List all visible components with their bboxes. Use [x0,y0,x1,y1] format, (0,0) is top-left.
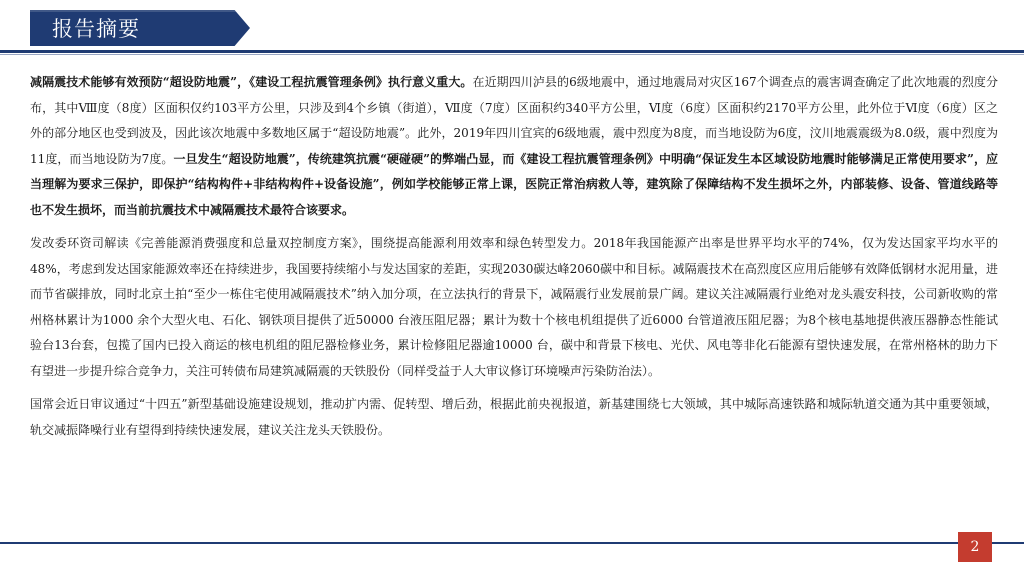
paragraph-conclusion-bold: 一旦发生“超设防地震”，传统建筑抗震“硬碰硬”的弊端凸显，而《建设工程抗震管理条例》中明确“保证发生本区域设防地震时能够满足正常使用要求”，应当理解为要求三保护，即保护“结构构件+非结构构件+设备设施”，例如学校能够正常上课，医院正常治病救人等，建筑除了保障结构不发生损坏之外，内部装修、设备、管道线路等也不发生损坏，而当前抗震技术中减隔震技术最符合该要求。 [30,151,999,217]
footer-divider [0,542,1024,544]
paragraph-body-text: 在近期四川泸县的6级地震中，通过地震局对灾区167个调查点的震害调查确定了此次地震的烈度分布，其中Ⅷ度（8度）区面积仅约103平方公里，只涉及到4个乡镇（街道），Ⅶ度（7度）区面积约340平方公里，Ⅵ度（6度）区面积约2170平方公里，此外位于Ⅵ度（6度）区之外的部分地区也受到波及，因此该次地震中多数地区属于“超设防地震”。此外，2019年四川宜宾的6级地震，震中烈度为8度，而当地设防为6度，汶川地震震级为8.0级，震中烈度为11度，而当地设防为7度。 [30,75,999,166]
report-summary-body [30,70,998,451]
title-divider-thin [0,54,1024,55]
paragraph-new-infrastructure: 国常会近日审议通过“十四五”新型基础设施建设规划，推动扩内需、促转型、增后劲，根据此前央视报道，新基建围绕七大领域，其中城际高速铁路和城际轨道交通为其中重要领域，轨交减振降噪行业有望得到持续快速发展，建议关注龙头天铁股份。 [30,397,998,437]
paragraph-energy-policy: 发改委环资司解读《完善能源消费强度和总量双控制度方案》，围绕提高能源利用效率和绿色转型发力。2018年我国能源产出率是世界平均水平的74%，仅为发达国家平均水平的48%，考虑到发达国家能源效率还在持续进步，我国要持续缩小与发达国家的差距，实现2030碳达峰2060碳中和目标。减隔震技术在高烈度区应用后能够有效降低钢材水泥用量，进而节省碳排放，同时北京土拍“至少一栋住宅使用减隔震技术”纳入加分项，在立法执行的背景下，减隔震行业发展前景广阔。建议关注减隔震行业绝对龙头震安科技，公司新收购的常州格林累计为1000 余个大型火电、石化、钢铁项目提供了近50000 台液压阻尼器；累计为数十个核电机组提供了近6000 台管道液压阻尼器；为8个核电基地提供液压器静态性能试验台13台套，包揽了国内已投入商运的核电机组的阻尼器检修业务，累计检修阻尼器逾10000 台，碳中和背景下核电、光伏、风电等非化石能源有望快速发展，在常州格林的助力下有望进一步提升综合竞争力，关注可转债布局建筑减隔震的天铁股份（同样受益于人大审议修订环境噪声污染防治法）。 [30,236,998,378]
paragraph-seismic-isolation [30,70,998,223]
page-number-badge: 2 [958,532,992,562]
title-bar [0,0,1024,60]
title-divider [0,50,1024,53]
page-title: 报告摘要 [52,17,140,41]
paragraph-lead-bold: 减隔震技术能够有效预防“超设防地震”，《建设工程抗震管理条例》执行意义重大。 [30,75,473,89]
